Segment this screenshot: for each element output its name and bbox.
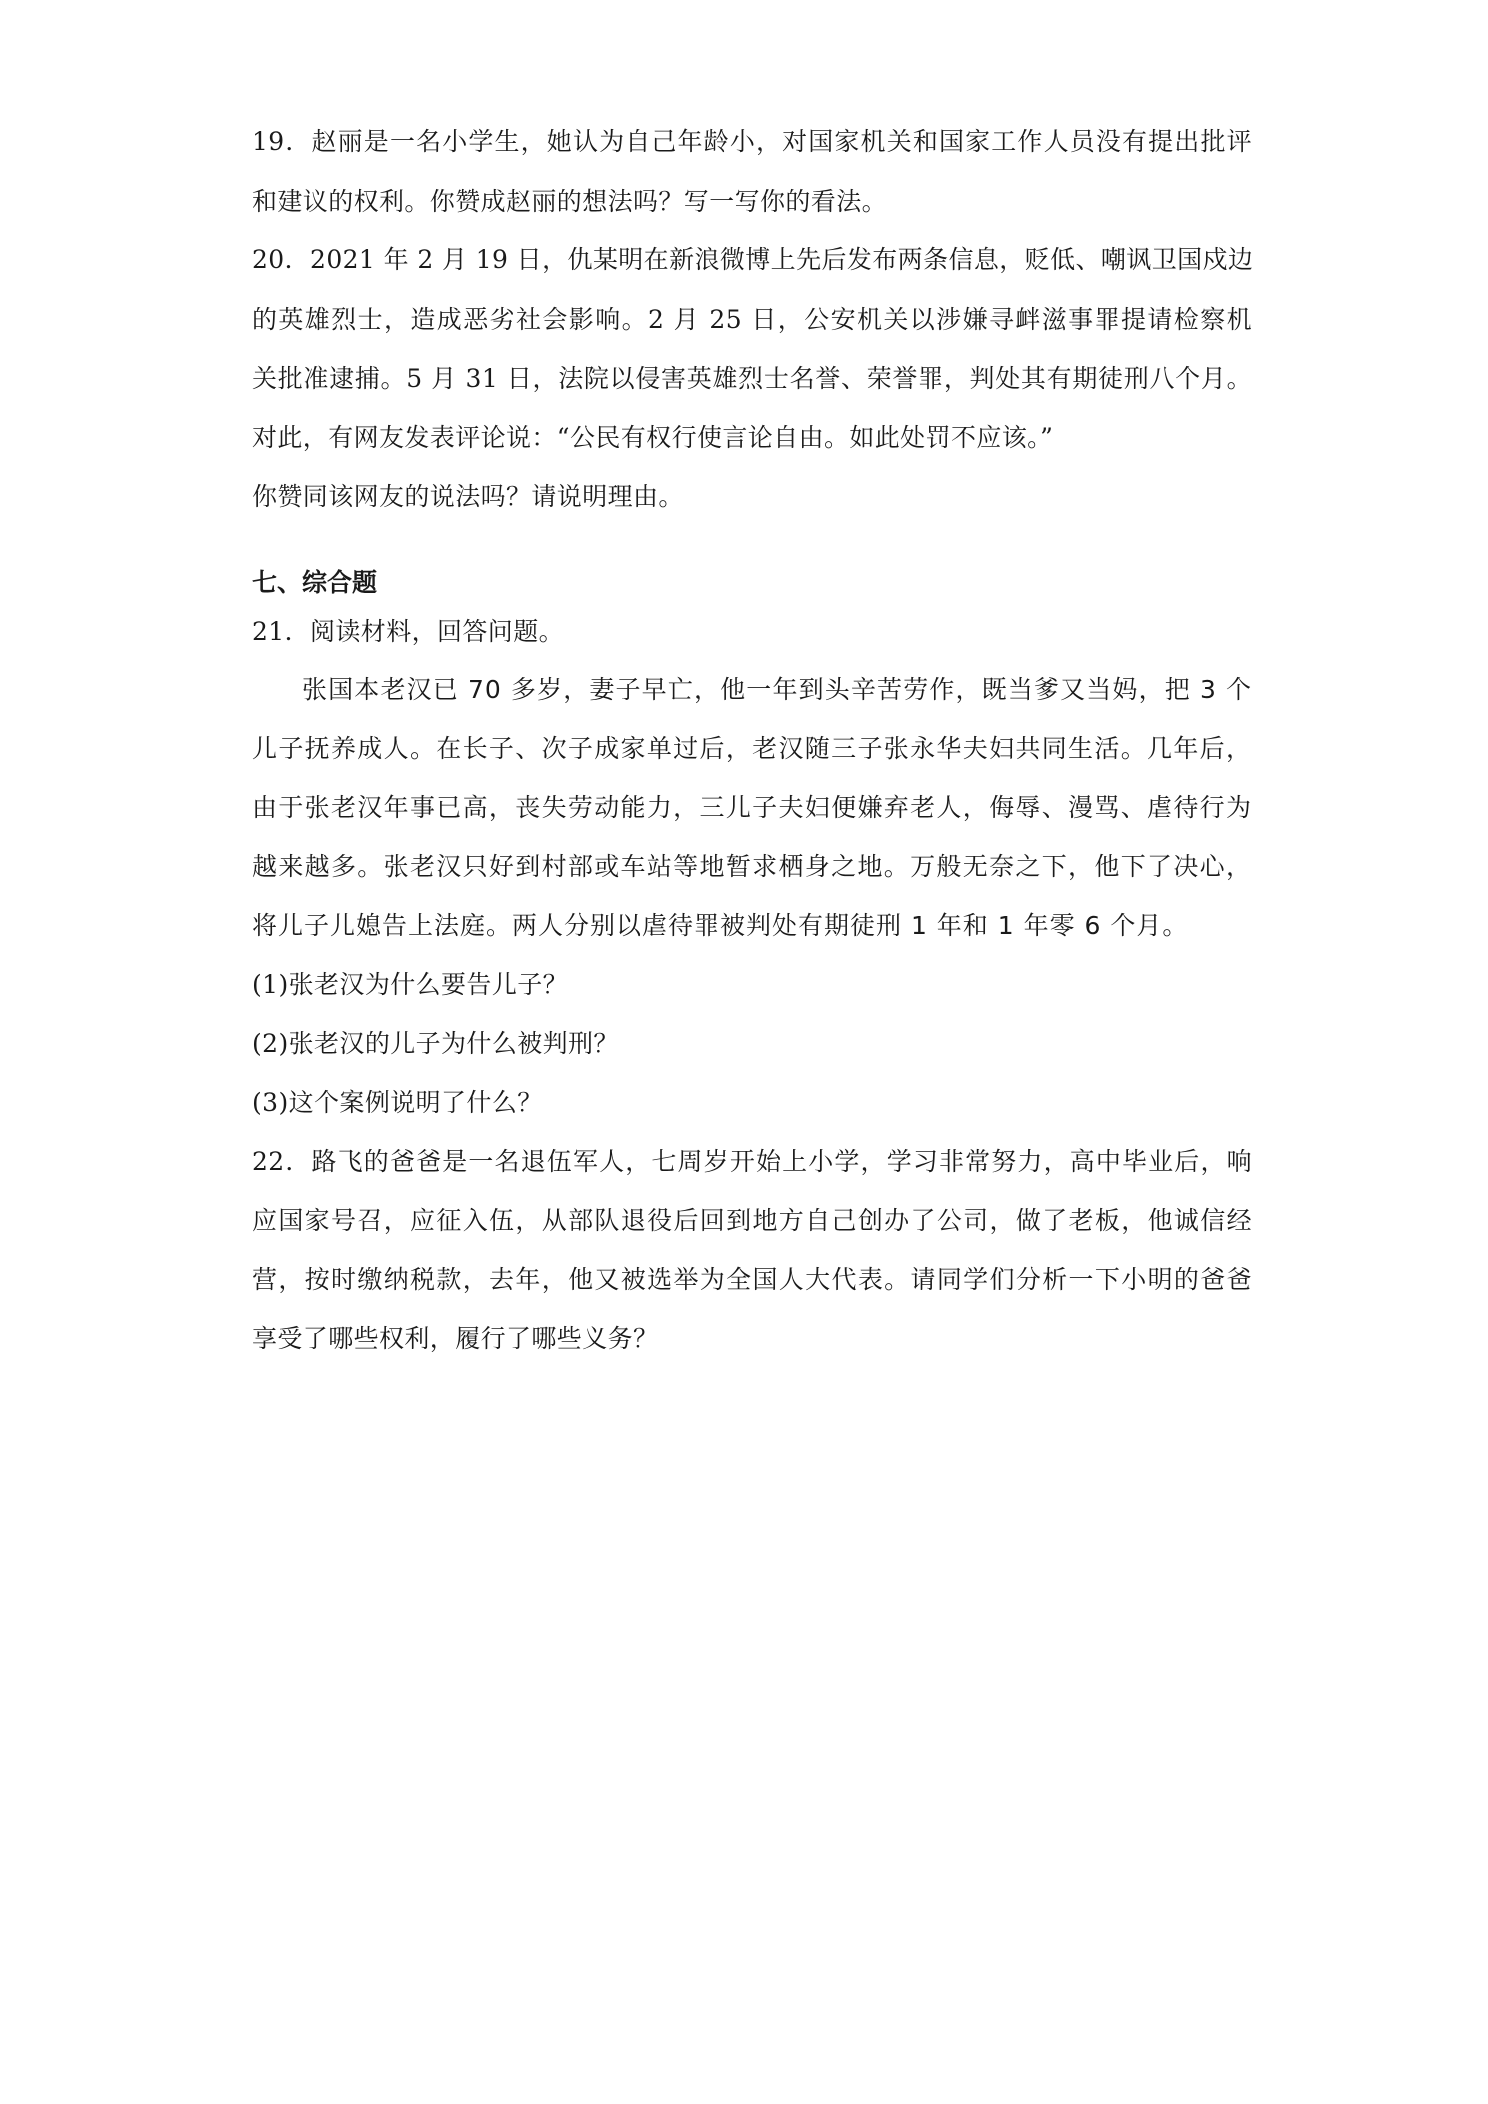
material-line-2: 儿子抚养成人。在长子、次子成家单过后，老汉随三子张永华夫妇共同生活。几年后， (252, 734, 1252, 763)
question-20-line-1: 20．2021 年 2 月 19 日，仇某明在新浪微博上先后发布两条信息，贬低、嘲讽卫国戍边 (252, 245, 1254, 274)
question-22-line-2: 应国家号召，应征入伍，从部队退役后回到地方自己创办了公司，做了老板，他诚信经 (252, 1206, 1252, 1235)
material-line-3: 由于张老汉年事已高，丧失劳动能力，三儿子夫妇便嫌弃老人，侮辱、漫骂、虐待行为 (252, 793, 1252, 822)
question-19-line-1: 19．赵丽是一名小学生，她认为自己年龄小，对国家机关和国家工作人员没有提出批评 (252, 127, 1252, 156)
sub-question-1: (1)张老汉为什么要告儿子？ (252, 970, 569, 999)
question-20-line-2: 的英雄烈士，造成恶劣社会影响。2 月 25 日，公安机关以涉嫌寻衅滋事罪提请检察机 (252, 305, 1252, 334)
question-21-intro: 21．阅读材料，回答问题。 (252, 617, 565, 646)
material-line-1: 张国本老汉已 70 多岁，妻子早亡，他一年到头辛苦劳作，既当爹又当妈，把 3 个 (302, 675, 1252, 704)
question-22-line-3: 营，按时缴纳税款，去年，他又被选举为全国人大代表。请同学们分析一下小明的爸爸 (252, 1265, 1252, 1294)
section-title: 七、综合题 (252, 568, 378, 597)
question-20-line-5: 你赞同该网友的说法吗？请说明理由。 (252, 482, 684, 511)
material-line-4: 越来越多。张老汉只好到村部或车站等地暂求栖身之地。万般无奈之下，他下了决心， (252, 852, 1252, 881)
question-22-line-1: 22．路飞的爸爸是一名退伍军人，七周岁开始上小学，学习非常努力，高中毕业后，响 (252, 1147, 1252, 1176)
question-20-line-4: 对此，有网友发表评论说：“公民有权行使言论自由。如此处罚不应该。” (252, 423, 1054, 452)
sub-question-3: (3)这个案例说明了什么？ (252, 1088, 543, 1117)
question-20-line-3: 关批准逮捕。5 月 31 日，法院以侵害英雄烈士名誉、荣誉罪，判处其有期徒刑八个月。 (252, 364, 1252, 393)
question-19-line-2: 和建议的权利。你赞成赵丽的想法吗？写一写你的看法。 (252, 187, 888, 216)
question-22-line-4: 享受了哪些权利，履行了哪些义务？ (252, 1324, 659, 1353)
sub-question-2: (2)张老汉的儿子为什么被判刑？ (252, 1029, 619, 1058)
material-line-5: 将儿子儿媳告上法庭。两人分别以虐待罪被判处有期徒刑 1 年和 1 年零 6 个月。 (252, 911, 1189, 940)
